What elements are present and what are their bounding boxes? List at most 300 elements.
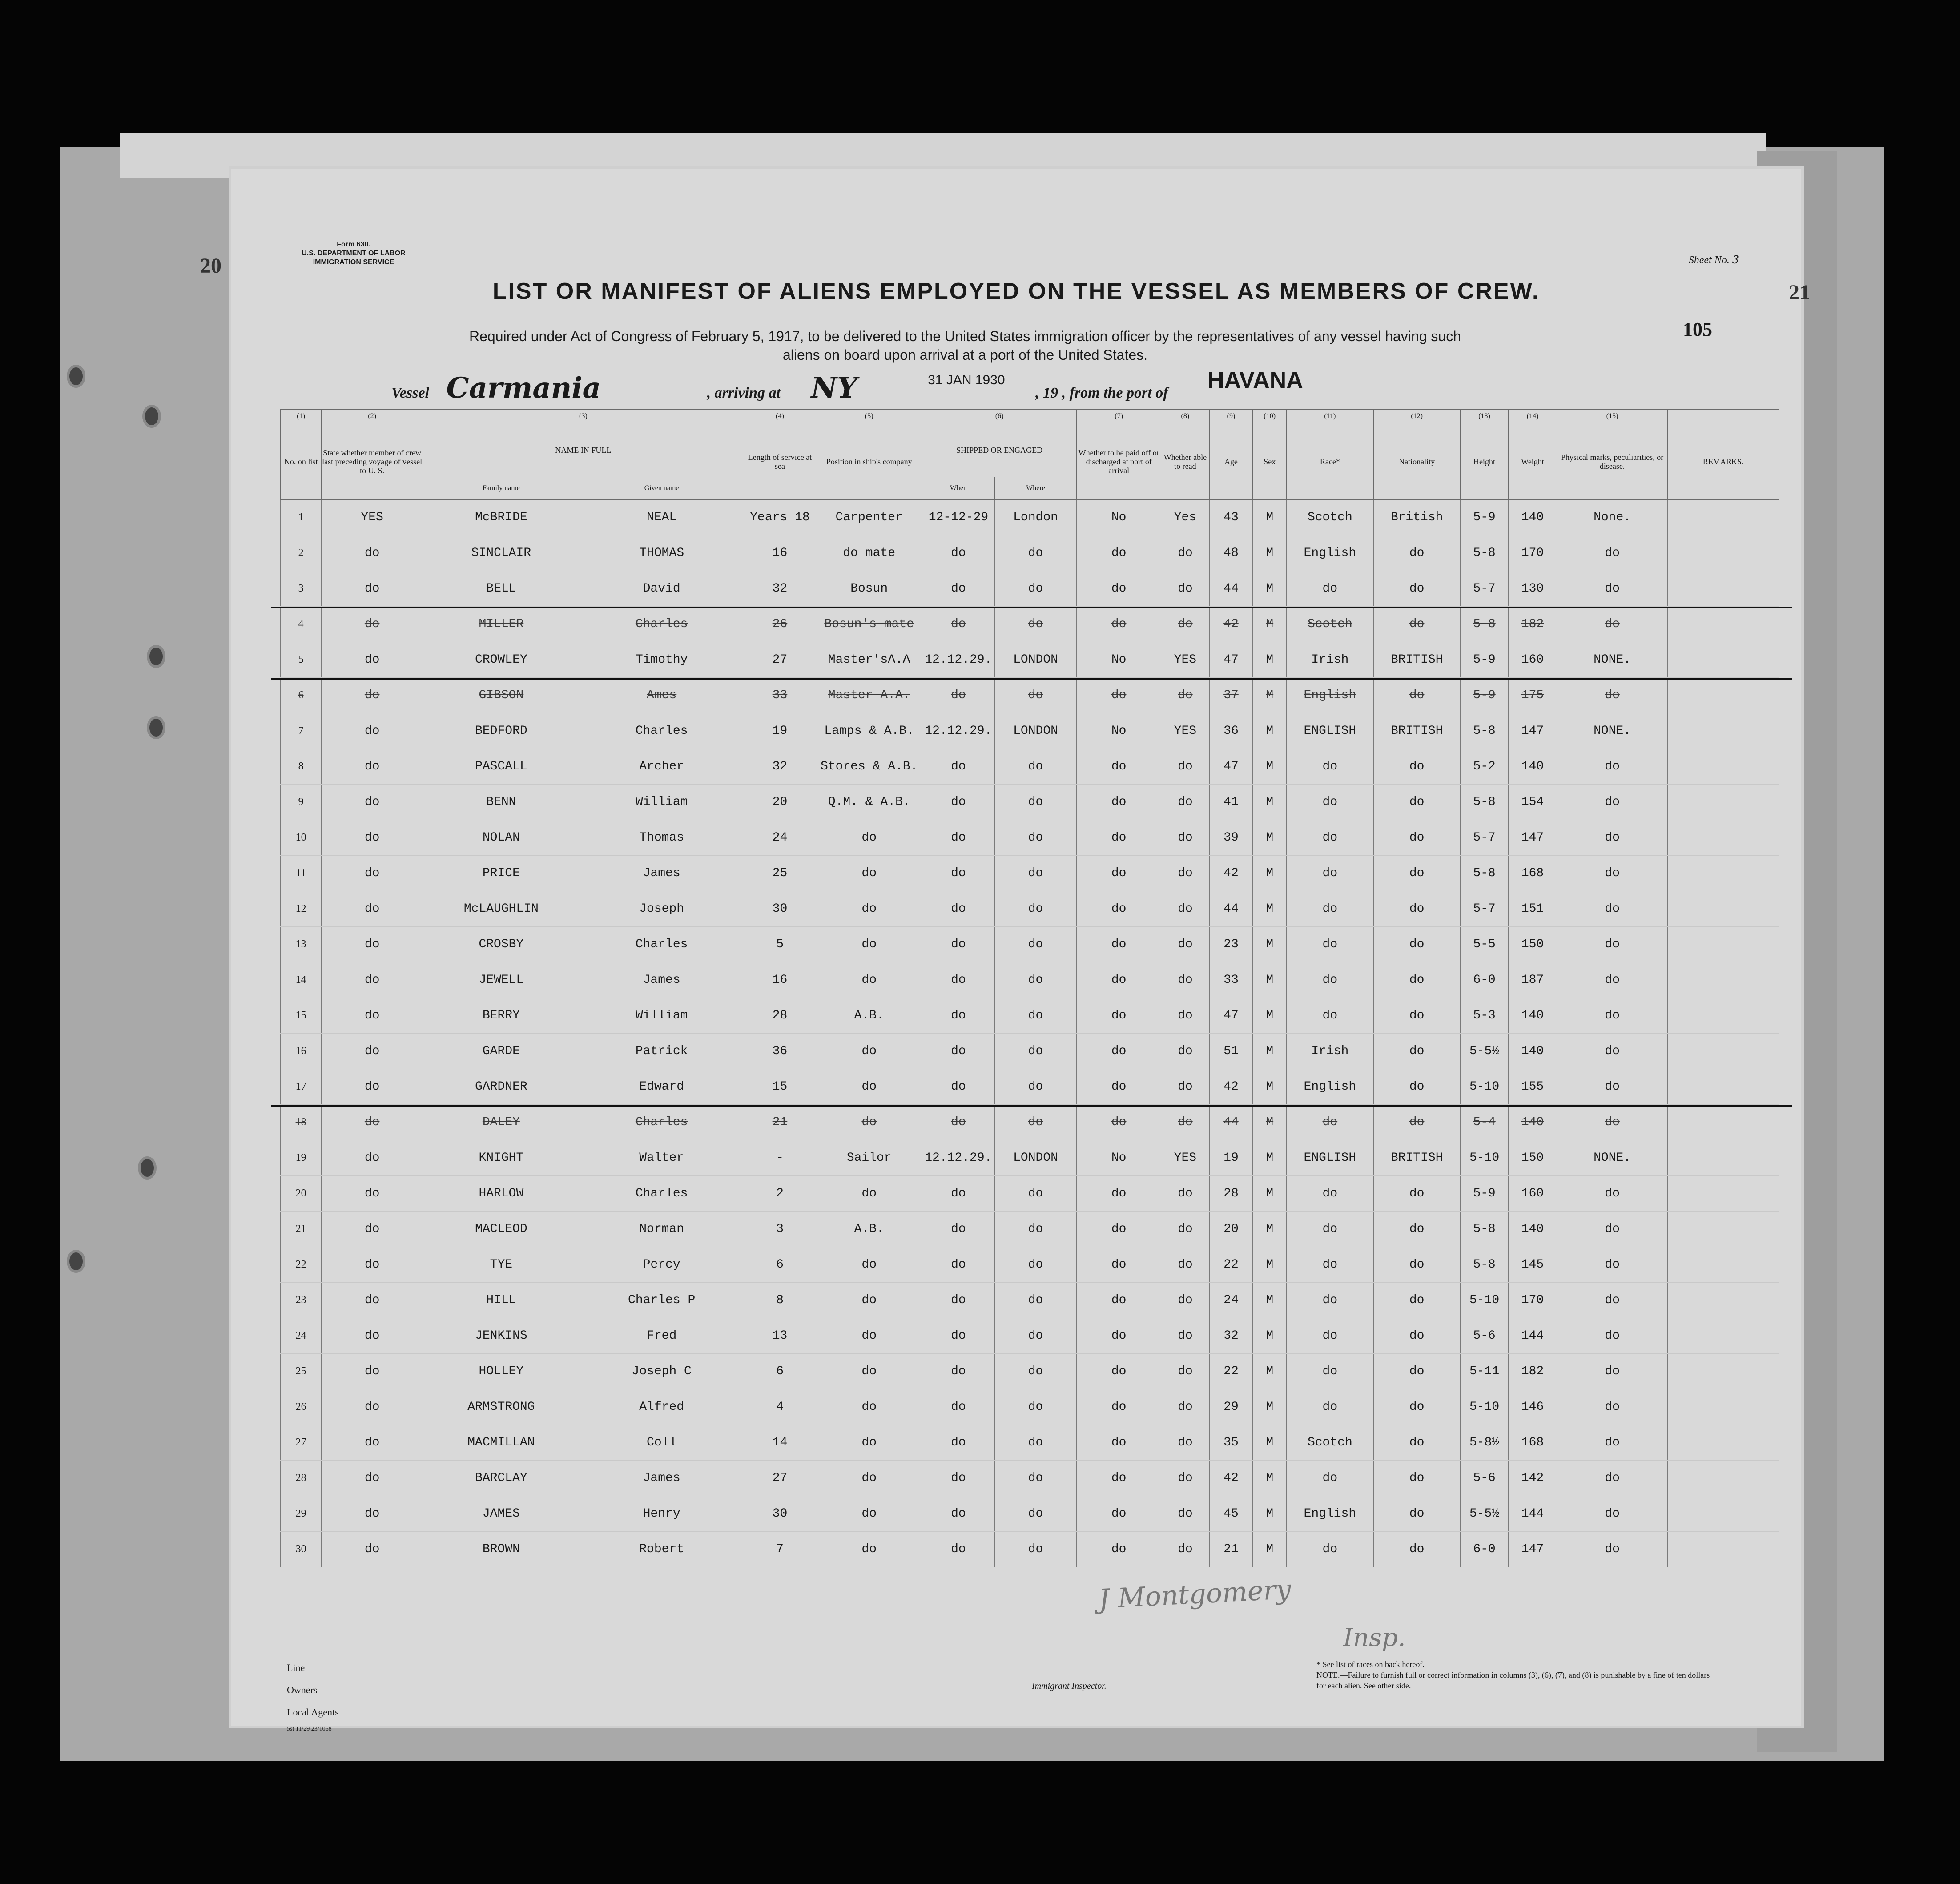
position-cell: Carpenter: [816, 500, 922, 535]
remarks-cell: [1668, 820, 1779, 856]
physical-marks-cell: do: [1557, 1389, 1668, 1425]
remarks-cell: [1668, 1212, 1779, 1247]
remarks-cell: [1668, 535, 1779, 571]
length-of-service-cell: 32: [744, 571, 816, 607]
given-name-cell: Percy: [580, 1247, 744, 1283]
height-cell: 5-8½: [1460, 1425, 1509, 1461]
paid-off-cell: do: [1077, 927, 1161, 962]
height-cell: 5-8: [1460, 856, 1509, 891]
length-of-service-cell: 26: [744, 607, 816, 642]
weight-cell: 140: [1509, 998, 1557, 1034]
shipped-when-cell: do: [922, 1034, 995, 1069]
age-cell: 29: [1209, 1389, 1253, 1425]
remarks-cell: [1668, 998, 1779, 1034]
immigrant-inspector-label: Immigrant Inspector.: [1032, 1681, 1107, 1691]
height-cell: 5-10: [1460, 1283, 1509, 1318]
position-cell: Sailor: [816, 1140, 922, 1176]
weight-cell: 140: [1509, 500, 1557, 535]
length-of-service-cell: 30: [744, 891, 816, 927]
shipped-when-cell: do: [922, 1212, 995, 1247]
form-number: Form 630.: [337, 241, 370, 248]
shipped-where-cell: London: [994, 500, 1076, 535]
given-name-cell: Timothy: [580, 642, 744, 678]
family-name-cell: MILLER: [423, 607, 580, 642]
crew-table: [280, 409, 1779, 1567]
strike-line: [271, 1105, 1792, 1107]
header-given-name: Given name: [580, 477, 744, 500]
col-num-7: (7): [1077, 410, 1161, 423]
row-number-cell: 19: [281, 1140, 322, 1176]
age-cell: 33: [1209, 962, 1253, 998]
manifest-page: [200, 169, 1810, 1732]
remarks-cell: [1668, 1318, 1779, 1354]
shipped-when-cell: do: [922, 1425, 995, 1461]
nationality-cell: do: [1373, 1034, 1460, 1069]
shipped-when-cell: do: [922, 678, 995, 713]
race-cell: Irish: [1287, 1034, 1373, 1069]
row-number-cell: 18: [281, 1105, 322, 1140]
given-name-cell: Charles: [580, 1105, 744, 1140]
able-to-read-cell: do: [1161, 785, 1210, 820]
crew-row: [281, 891, 1779, 927]
physical-marks-cell: do: [1557, 998, 1668, 1034]
position-cell: do: [816, 1034, 922, 1069]
subtitle-line-1: Required under Act of Congress of February 5, 1917, to be delivered to the United States immigration officer by the representatives of any vessel having such: [469, 328, 1461, 344]
age-cell: 36: [1209, 713, 1253, 749]
remarks-cell: [1668, 785, 1779, 820]
crew-row: [281, 1176, 1779, 1212]
family-name-cell: HARLOW: [423, 1176, 580, 1212]
crew-row: [281, 1212, 1779, 1247]
position-cell: do: [816, 1176, 922, 1212]
crew-last-voyage-cell: do: [322, 820, 423, 856]
nationality-cell: do: [1373, 1283, 1460, 1318]
remarks-cell: [1668, 1354, 1779, 1389]
height-cell: 5-8: [1460, 1247, 1509, 1283]
position-cell: do: [816, 962, 922, 998]
page-title: LIST OR MANIFEST OF ALIENS EMPLOYED ON THE VESSEL AS MEMBERS OF CREW.: [492, 278, 1540, 304]
given-name-cell: Coll: [580, 1425, 744, 1461]
sex-cell: M: [1253, 571, 1287, 607]
family-name-cell: JEWELL: [423, 962, 580, 998]
family-name-cell: TYE: [423, 1247, 580, 1283]
weight-cell: 168: [1509, 856, 1557, 891]
date-stamp: 31 JAN 1930: [928, 373, 1005, 387]
length-of-service-cell: 15: [744, 1069, 816, 1105]
row-number-cell: 6: [281, 678, 322, 713]
shipped-where-cell: do: [994, 785, 1076, 820]
sex-cell: M: [1253, 1140, 1287, 1176]
row-number-cell: 26: [281, 1389, 322, 1425]
crew-last-voyage-cell: do: [322, 1176, 423, 1212]
shipped-when-cell: 12.12.29.: [922, 713, 995, 749]
shipped-when-cell: do: [922, 856, 995, 891]
nationality-cell: do: [1373, 1496, 1460, 1532]
shipped-where-cell: do: [994, 998, 1076, 1034]
length-of-service-cell: Years 18: [744, 500, 816, 535]
race-cell: do: [1287, 785, 1373, 820]
physical-marks-cell: do: [1557, 820, 1668, 856]
given-name-cell: Norman: [580, 1212, 744, 1247]
shipped-where-cell: LONDON: [994, 642, 1076, 678]
race-cell: Scotch: [1287, 607, 1373, 642]
race-cell: ENGLISH: [1287, 1140, 1373, 1176]
physical-marks-cell: do: [1557, 856, 1668, 891]
position-cell: Master'sA.A: [816, 642, 922, 678]
header-position: Position in ship's company: [816, 423, 922, 500]
length-of-service-cell: 27: [744, 1461, 816, 1496]
given-name-cell: James: [580, 962, 744, 998]
race-cell: do: [1287, 749, 1373, 785]
row-number-cell: 12: [281, 891, 322, 927]
remarks-cell: [1668, 571, 1779, 607]
length-of-service-cell: 4: [744, 1389, 816, 1425]
remarks-cell: [1668, 1069, 1779, 1105]
crew-last-voyage-cell: do: [322, 1354, 423, 1389]
height-cell: 5-4: [1460, 1105, 1509, 1140]
form-department: U.S. DEPARTMENT OF LABOR: [302, 250, 406, 257]
position-cell: do mate: [816, 535, 922, 571]
able-to-read-cell: do: [1161, 1496, 1210, 1532]
family-name-cell: BARCLAY: [423, 1461, 580, 1496]
given-name-cell: William: [580, 998, 744, 1034]
given-name-cell: Charles: [580, 607, 744, 642]
row-number-cell: 20: [281, 1176, 322, 1212]
physical-marks-cell: None.: [1557, 500, 1668, 535]
crew-last-voyage-cell: do: [322, 998, 423, 1034]
family-name-cell: NOLAN: [423, 820, 580, 856]
shipped-when-cell: do: [922, 571, 995, 607]
paid-off-cell: do: [1077, 1425, 1161, 1461]
left-edge-number: 20: [200, 254, 221, 278]
remarks-cell: [1668, 678, 1779, 713]
crew-last-voyage-cell: do: [322, 1212, 423, 1247]
header-when: When: [922, 477, 995, 500]
family-name-cell: CROSBY: [423, 927, 580, 962]
shipped-where-cell: LONDON: [994, 713, 1076, 749]
age-cell: 21: [1209, 1532, 1253, 1567]
able-to-read-cell: do: [1161, 998, 1210, 1034]
nationality-cell: do: [1373, 1212, 1460, 1247]
header-physical-marks: Physical marks, peculiarities, or disease.: [1557, 423, 1668, 500]
arriving-label: , arriving at: [707, 385, 781, 401]
length-of-service-cell: 19: [744, 713, 816, 749]
age-cell: 41: [1209, 785, 1253, 820]
col-num-10: (10): [1253, 410, 1287, 423]
able-to-read-cell: do: [1161, 678, 1210, 713]
position-cell: do: [816, 1389, 922, 1425]
crew-last-voyage-cell: YES: [322, 500, 423, 535]
position-cell: do: [816, 1318, 922, 1354]
given-name-cell: James: [580, 856, 744, 891]
remarks-cell: [1668, 1140, 1779, 1176]
age-cell: 37: [1209, 678, 1253, 713]
remarks-cell: [1668, 1532, 1779, 1567]
row-number-cell: 29: [281, 1496, 322, 1532]
height-cell: 5-9: [1460, 678, 1509, 713]
height-cell: 5-8: [1460, 607, 1509, 642]
shipped-when-cell: do: [922, 891, 995, 927]
sex-cell: M: [1253, 1069, 1287, 1105]
weight-cell: 151: [1509, 891, 1557, 927]
header-no-on-list: No. on list: [281, 423, 322, 500]
crew-table-body: [281, 500, 1779, 1567]
position-cell: Master A.A.: [816, 678, 922, 713]
given-name-cell: Patrick: [580, 1034, 744, 1069]
race-cell: English: [1287, 678, 1373, 713]
weight-cell: 155: [1509, 1069, 1557, 1105]
able-to-read-cell: do: [1161, 1318, 1210, 1354]
able-to-read-cell: Yes: [1161, 500, 1210, 535]
remarks-cell: [1668, 642, 1779, 678]
nationality-cell: British: [1373, 500, 1460, 535]
able-to-read-cell: do: [1161, 927, 1210, 962]
age-cell: 28: [1209, 1176, 1253, 1212]
crew-row: [281, 535, 1779, 571]
race-cell: do: [1287, 856, 1373, 891]
height-cell: 5-10: [1460, 1069, 1509, 1105]
shipped-where-cell: do: [994, 535, 1076, 571]
shipped-where-cell: do: [994, 1105, 1076, 1140]
races-note: * See list of races on back hereof.: [1316, 1660, 1425, 1669]
from-port: HAVANA: [1207, 367, 1303, 393]
length-of-service-cell: 25: [744, 856, 816, 891]
shipped-where-cell: do: [994, 1461, 1076, 1496]
shipped-where-cell: do: [994, 962, 1076, 998]
page-subtitle: [365, 327, 1566, 364]
weight-cell: 144: [1509, 1496, 1557, 1532]
family-name-cell: BERRY: [423, 998, 580, 1034]
able-to-read-cell: YES: [1161, 1140, 1210, 1176]
crew-last-voyage-cell: do: [322, 678, 423, 713]
age-cell: 45: [1209, 1496, 1253, 1532]
header-name-in-full: NAME IN FULL: [423, 423, 744, 477]
length-of-service-cell: 5: [744, 927, 816, 962]
sex-cell: M: [1253, 927, 1287, 962]
height-cell: 5-10: [1460, 1389, 1509, 1425]
header-race: Race*: [1287, 423, 1373, 500]
paid-off-cell: do: [1077, 1496, 1161, 1532]
height-cell: 5-3: [1460, 998, 1509, 1034]
footer-labels: [287, 1657, 339, 1723]
age-cell: 39: [1209, 820, 1253, 856]
sex-cell: M: [1253, 500, 1287, 535]
remarks-cell: [1668, 1105, 1779, 1140]
crew-row: [281, 1389, 1779, 1425]
weight-cell: 140: [1509, 1212, 1557, 1247]
remarks-cell: [1668, 1247, 1779, 1283]
nationality-cell: do: [1373, 891, 1460, 927]
crew-last-voyage-cell: do: [322, 1069, 423, 1105]
weight-cell: 154: [1509, 785, 1557, 820]
sheet-no-label: Sheet No.: [1688, 254, 1730, 266]
length-of-service-cell: 8: [744, 1283, 816, 1318]
binder-hole: [138, 1156, 157, 1180]
shipped-where-cell: do: [994, 1354, 1076, 1389]
sex-cell: M: [1253, 1176, 1287, 1212]
shipped-when-cell: do: [922, 1069, 995, 1105]
height-cell: 5-11: [1460, 1354, 1509, 1389]
row-number-cell: 21: [281, 1212, 322, 1247]
height-cell: 5-10: [1460, 1140, 1509, 1176]
family-name-cell: McLAUGHLIN: [423, 891, 580, 927]
nationality-cell: do: [1373, 1389, 1460, 1425]
right-edge-number: 21: [1789, 281, 1810, 304]
crew-row: [281, 749, 1779, 785]
nationality-cell: do: [1373, 1176, 1460, 1212]
position-cell: do: [816, 1247, 922, 1283]
given-name-cell: William: [580, 785, 744, 820]
remarks-cell: [1668, 500, 1779, 535]
sex-cell: M: [1253, 1105, 1287, 1140]
race-cell: Scotch: [1287, 1425, 1373, 1461]
age-cell: 42: [1209, 607, 1253, 642]
row-number-cell: 23: [281, 1283, 322, 1318]
age-cell: 22: [1209, 1354, 1253, 1389]
length-of-service-cell: 20: [744, 785, 816, 820]
given-name-cell: Charles: [580, 1176, 744, 1212]
position-cell: Bosun: [816, 571, 922, 607]
sheet-number: [1689, 254, 1739, 266]
row-number-cell: 1: [281, 500, 322, 535]
remarks-cell: [1668, 1425, 1779, 1461]
nationality-cell: do: [1373, 856, 1460, 891]
col-num-6: (6): [922, 410, 1077, 423]
family-name-cell: HOLLEY: [423, 1354, 580, 1389]
able-to-read-cell: do: [1161, 856, 1210, 891]
physical-marks-cell: do: [1557, 962, 1668, 998]
crew-row: [281, 1034, 1779, 1069]
weight-cell: 142: [1509, 1461, 1557, 1496]
physical-marks-cell: do: [1557, 1318, 1668, 1354]
sheet-no-value: 3: [1732, 254, 1739, 266]
crew-last-voyage-cell: do: [322, 1105, 423, 1140]
sex-cell: M: [1253, 642, 1287, 678]
given-name-cell: THOMAS: [580, 535, 744, 571]
header-height: Height: [1460, 423, 1509, 500]
family-name-cell: McBRIDE: [423, 500, 580, 535]
physical-marks-cell: do: [1557, 749, 1668, 785]
age-cell: 44: [1209, 1105, 1253, 1140]
paid-off-cell: No: [1077, 642, 1161, 678]
fine-note: NOTE.—Failure to furnish full or correct information in columns (3), (6), (7), and (8) is punishable by a fine of ten dollars for each alien. See other side.: [1316, 1671, 1710, 1690]
sex-cell: M: [1253, 1461, 1287, 1496]
crew-last-voyage-cell: do: [322, 1283, 423, 1318]
nationality-cell: do: [1373, 1069, 1460, 1105]
crew-last-voyage-cell: do: [322, 642, 423, 678]
row-number-cell: 28: [281, 1461, 322, 1496]
sex-cell: M: [1253, 785, 1287, 820]
sex-cell: M: [1253, 607, 1287, 642]
crew-row-struck: [281, 678, 1779, 713]
crew-row: [281, 1318, 1779, 1354]
able-to-read-cell: do: [1161, 1034, 1210, 1069]
shipped-when-cell: do: [922, 1532, 995, 1567]
race-cell: do: [1287, 1318, 1373, 1354]
nationality-cell: BRITISH: [1373, 642, 1460, 678]
shipped-when-cell: do: [922, 535, 995, 571]
sex-cell: M: [1253, 713, 1287, 749]
row-number-cell: 9: [281, 785, 322, 820]
physical-marks-cell: do: [1557, 571, 1668, 607]
paid-off-cell: do: [1077, 820, 1161, 856]
header-length-of-service: Length of service at sea: [744, 423, 816, 500]
crew-row: [281, 1532, 1779, 1567]
row-number-cell: 16: [281, 1034, 322, 1069]
height-cell: 5-7: [1460, 571, 1509, 607]
physical-marks-cell: do: [1557, 1034, 1668, 1069]
given-name-cell: Walter: [580, 1140, 744, 1176]
binder-hole: [67, 1250, 85, 1273]
height-cell: 5-9: [1460, 1176, 1509, 1212]
height-cell: 5-5: [1460, 927, 1509, 962]
nationality-cell: do: [1373, 998, 1460, 1034]
length-of-service-cell: 6: [744, 1247, 816, 1283]
physical-marks-cell: do: [1557, 1176, 1668, 1212]
nationality-cell: BRITISH: [1373, 1140, 1460, 1176]
paid-off-cell: do: [1077, 1176, 1161, 1212]
given-name-cell: Joseph: [580, 891, 744, 927]
family-name-cell: CROWLEY: [423, 642, 580, 678]
shipped-where-cell: do: [994, 1034, 1076, 1069]
position-cell: Bosun's mate: [816, 607, 922, 642]
able-to-read-cell: do: [1161, 1532, 1210, 1567]
able-to-read-cell: do: [1161, 1461, 1210, 1496]
nationality-cell: do: [1373, 1461, 1460, 1496]
paid-off-cell: do: [1077, 1389, 1161, 1425]
row-number-cell: 2: [281, 535, 322, 571]
nationality-cell: do: [1373, 785, 1460, 820]
binder-hole: [142, 405, 161, 428]
shipped-where-cell: do: [994, 678, 1076, 713]
family-name-cell: BEDFORD: [423, 713, 580, 749]
paid-off-cell: do: [1077, 535, 1161, 571]
crew-last-voyage-cell: do: [322, 1034, 423, 1069]
crew-last-voyage-cell: do: [322, 713, 423, 749]
shipped-where-cell: do: [994, 856, 1076, 891]
paid-off-cell: do: [1077, 1354, 1161, 1389]
family-name-cell: PASCALL: [423, 749, 580, 785]
age-cell: 42: [1209, 856, 1253, 891]
nationality-cell: do: [1373, 535, 1460, 571]
shipped-when-cell: do: [922, 1461, 995, 1496]
paid-off-cell: do: [1077, 1034, 1161, 1069]
paid-off-cell: do: [1077, 1461, 1161, 1496]
crew-row: [281, 1069, 1779, 1105]
binder-hole: [67, 365, 85, 388]
length-of-service-cell: 36: [744, 1034, 816, 1069]
shipped-where-cell: LONDON: [994, 1140, 1076, 1176]
physical-marks-cell: NONE.: [1557, 713, 1668, 749]
paid-off-cell: do: [1077, 1283, 1161, 1318]
weight-cell: 170: [1509, 535, 1557, 571]
weight-cell: 150: [1509, 1140, 1557, 1176]
col-num-13: (13): [1460, 410, 1509, 423]
row-number-cell: 25: [281, 1354, 322, 1389]
length-of-service-cell: 16: [744, 962, 816, 998]
page-number: 105: [1683, 318, 1712, 340]
row-number-cell: 15: [281, 998, 322, 1034]
physical-marks-cell: do: [1557, 1069, 1668, 1105]
position-cell: do: [816, 1496, 922, 1532]
position-cell: do: [816, 856, 922, 891]
weight-cell: 182: [1509, 607, 1557, 642]
height-cell: 5-9: [1460, 642, 1509, 678]
col-num-4: (4): [744, 410, 816, 423]
able-to-read-cell: do: [1161, 962, 1210, 998]
given-name-cell: David: [580, 571, 744, 607]
paid-off-cell: do: [1077, 1212, 1161, 1247]
